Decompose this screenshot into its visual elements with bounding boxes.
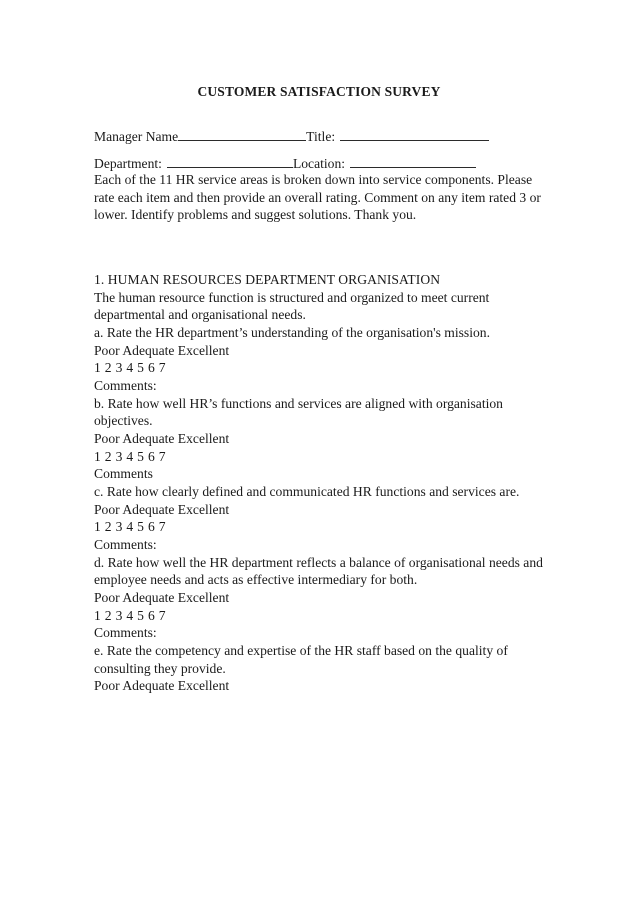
comments-label-d: Comments: bbox=[94, 625, 157, 641]
question-item-e: e. Rate the competency and expertise of the HR staff based on the quality of consulting they provide. bbox=[94, 643, 508, 676]
page-content bbox=[94, 0, 544, 695]
location-label: Location: bbox=[292, 156, 346, 172]
department-input[interactable] bbox=[167, 156, 293, 168]
scale-numbers-d[interactable]: 1 2 3 4 5 6 7 bbox=[94, 607, 166, 623]
comments-label-b: Comments bbox=[94, 466, 153, 482]
question-item-b: b. Rate how well HR’s functions and services are aligned with organisation objectives. bbox=[94, 395, 503, 429]
form-row-manager-title bbox=[94, 129, 544, 144]
section-heading-1: 1. HUMAN RESOURCES DEPARTMENT ORGANISATION bbox=[94, 272, 441, 287]
manager-name-label: Manager Name bbox=[94, 128, 179, 144]
scale-numbers-b[interactable]: 1 2 3 4 5 6 7 bbox=[94, 448, 166, 464]
question-item-a: a. Rate the HR department’s understanding of the organisation's mission. bbox=[94, 325, 490, 341]
location-input[interactable] bbox=[350, 156, 476, 168]
scale-numbers-a[interactable]: 1 2 3 4 5 6 7 bbox=[94, 360, 166, 376]
question-item-c: c. Rate how clearly defined and communicated HR functions and services are. bbox=[94, 484, 520, 500]
instructions-paragraph: Each of the 11 HR service areas is broken down into service components. Please rate each item and then provide an overall rating. Comment on any item rated 3 or lower. Identify problems and suggest solutions. Thank you. bbox=[94, 171, 541, 223]
scale-words-d: Poor Adequate Excellent bbox=[94, 590, 230, 606]
manager-name-input[interactable] bbox=[178, 129, 306, 141]
question-item-d: d. Rate how well the HR department reflects a balance of organisational needs and employee needs and acts as effective intermediary for both. bbox=[94, 554, 543, 588]
comments-label-a: Comments: bbox=[94, 378, 157, 394]
respondent-info-form bbox=[94, 129, 544, 171]
scale-words-a: Poor Adequate Excellent bbox=[94, 342, 230, 358]
scale-words-e: Poor Adequate Excellent bbox=[94, 678, 230, 694]
department-label: Department: bbox=[94, 156, 162, 172]
comments-label-c: Comments: bbox=[94, 537, 157, 553]
title-input[interactable] bbox=[340, 129, 489, 141]
scale-words-c: Poor Adequate Excellent bbox=[94, 501, 230, 517]
title-label: Title: bbox=[306, 128, 336, 144]
page-title: CUSTOMER SATISFACTION SURVEY bbox=[197, 84, 441, 99]
scale-numbers-c[interactable]: 1 2 3 4 5 6 7 bbox=[94, 519, 166, 535]
form-row-department-location bbox=[94, 156, 544, 171]
section-stem-text: The human resource function is structured and organized to meet current departmental and organisational needs. bbox=[94, 289, 490, 323]
scale-words-b: Poor Adequate Excellent bbox=[94, 431, 230, 447]
